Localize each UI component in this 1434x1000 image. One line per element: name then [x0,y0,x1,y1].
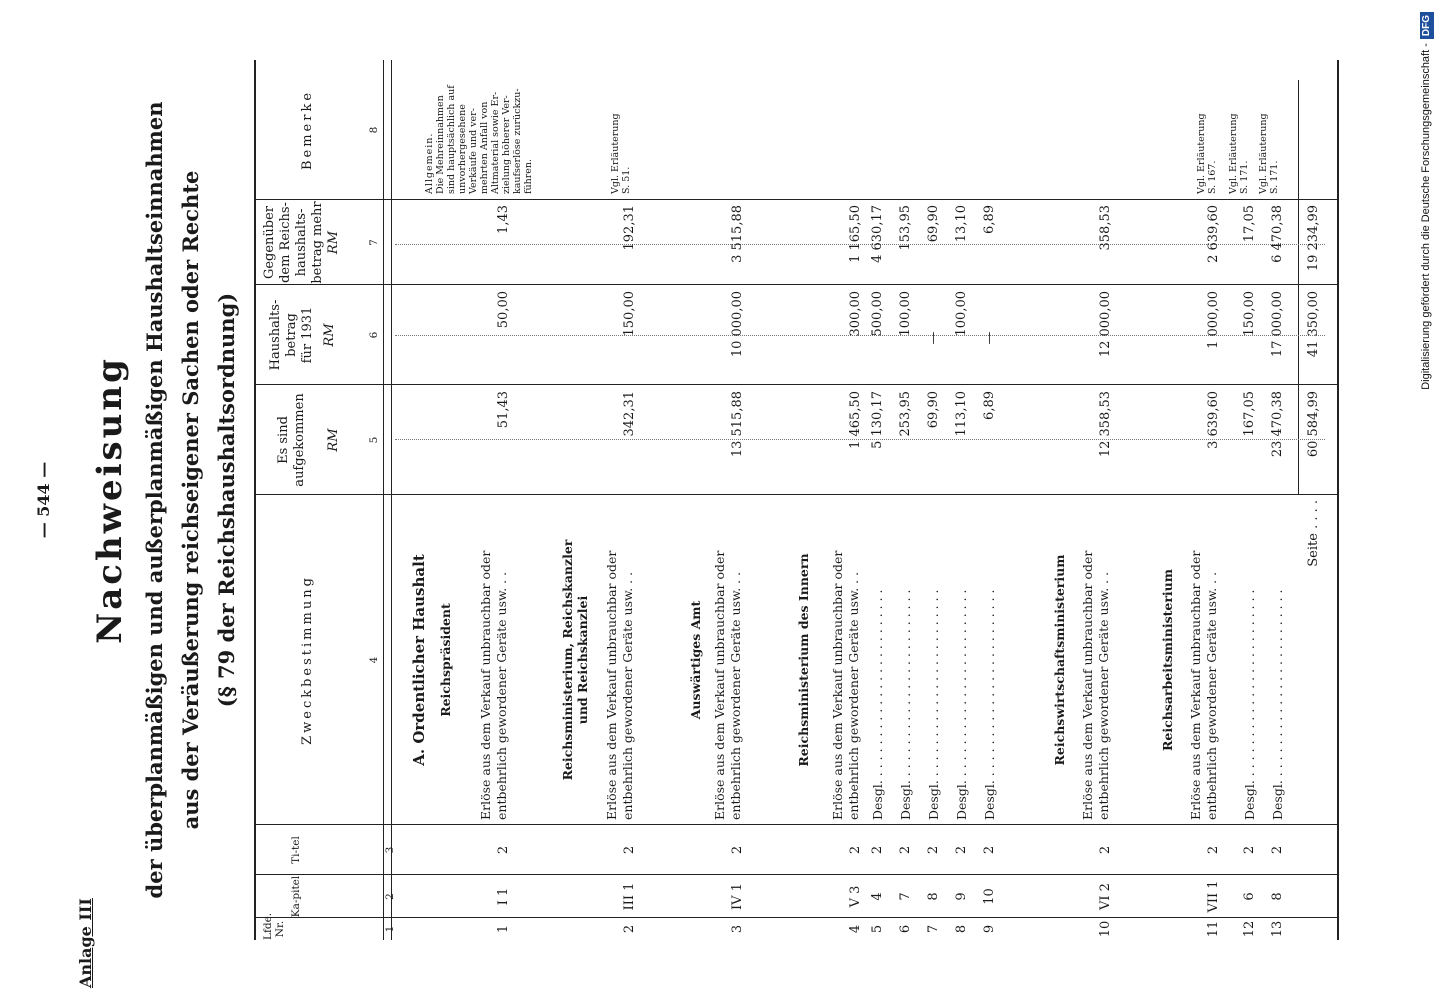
row-titel: 2 [730,845,745,855]
row-description: Desgl. . . . . . . . . . . . . . . . . . . . . . . . . [982,589,997,820]
row-kapitel: 6 [1242,892,1257,901]
row-description-line2: entbehrlich gewordener Geräte usw. . . [1096,571,1111,820]
row-kapitel: III 1 [622,882,637,911]
totals-mehr: 19 234,99 [1306,205,1321,272]
row-haushaltsbetrag: 300,00 [848,291,863,337]
row-nr: 12 [1242,920,1257,938]
row-aufgekommen: 13 515,88 [730,391,745,458]
row-nr: 5 [870,924,885,934]
document-subtitle-line1: der überplanmäßigen und außerplanmäßigen Haushaltseinnahmen [142,101,167,899]
row-nr: 13 [1270,920,1285,938]
row-mehr: 1,43 [496,205,511,234]
row-nr: 2 [622,924,637,934]
row-kapitel: 7 [898,892,913,901]
dfg-logo: DFG [1420,12,1434,39]
document-subtitle-line2: aus der Veräußerung reichseigener Sachen oder Rechte [178,170,203,830]
row-titel: 2 [954,845,969,855]
row-haushaltsbetrag: — [982,331,997,345]
row-haushaltsbetrag: 100,00 [898,291,913,337]
row-mehr: 3 515,88 [730,205,745,263]
row-nr: 10 [1098,920,1113,938]
row-description-line2: entbehrlich gewordener Geräte usw. . . [1204,571,1219,820]
row-titel: 2 [926,845,941,855]
row-haushaltsbetrag: 1 000,00 [1206,291,1221,349]
row-aufgekommen: 253,95 [898,391,913,437]
row-mehr: 4 630,17 [870,205,885,263]
row-description-line1: Erlöse aus dem Verkauf unbrauchbar oder [1080,550,1095,820]
col-header-titel: Ti-tel [290,836,302,864]
group-head-reichskanzlei: Reichsministerium, Reichskanzler und Reichskanzlei [560,539,590,781]
row-aufgekommen: 5 130,17 [870,391,885,449]
totals-haushaltsbetrag: 41 350,00 [1306,291,1321,358]
group-head-innern: Reichsministerium des Innern [796,553,811,767]
remark-row-13: Vgl. Erläuterung S. 171. [1258,113,1280,194]
row-mehr: 192,31 [622,205,637,251]
row-titel: 2 [848,845,863,855]
row-kapitel: 4 [870,892,885,901]
group-head-auswaertiges-amt: Auswärtiges Amt [688,600,703,720]
document-title: Nachweisung [90,356,130,644]
row-kapitel: VI 2 [1098,883,1113,910]
row-kapitel: 9 [954,892,969,901]
row-aufgekommen: 51,43 [496,391,511,429]
row-nr: 6 [898,924,913,934]
row-mehr: 2 639,60 [1206,205,1221,263]
row-nr: 11 [1206,920,1221,938]
row-titel: 2 [1098,845,1113,855]
remark-row-2: Vgl. Erläuterung S. 51. [610,113,632,194]
row-nr: 8 [954,924,969,934]
row-description-line1: Erlöse aus dem Verkauf unbrauchbar oder [712,550,727,820]
row-description-line1: Erlöse aus dem Verkauf unbrauchbar oder [478,550,493,820]
annex-label: Anlage III [76,898,95,988]
row-titel: 2 [496,845,511,855]
col-number-5: 5 [368,436,380,444]
row-aufgekommen: 69,90 [926,391,941,429]
row-titel: 2 [1206,845,1221,855]
row-kapitel: VII 1 [1206,880,1221,913]
row-kapitel: 10 [982,888,997,905]
row-mehr: 69,90 [926,205,941,243]
section-title: A. Ordentlicher Haushalt [410,554,428,766]
row-mehr: 6 470,38 [1270,205,1285,263]
row-haushaltsbetrag: 100,00 [954,291,969,337]
row-aufgekommen: 6,89 [982,391,997,420]
row-kapitel: IV 1 [730,883,745,910]
page-number: — 544 — [34,461,53,539]
row-description-line2: entbehrlich gewordener Geräte usw. . . [494,571,509,820]
row-description-line2: entbehrlich gewordener Geräte usw. . . [846,571,861,820]
row-nr: 4 [848,924,863,934]
row-nr: 7 [926,924,941,934]
row-description-line1: Erlöse aus dem Verkauf unbrauchbar oder [604,550,619,820]
row-haushaltsbetrag: 12 000,00 [1098,291,1113,358]
row-nr: 1 [496,924,511,934]
row-titel: 2 [870,845,885,855]
col-number-4: 4 [368,656,380,664]
col-header-lfde-nr: Lfde. Nr. [262,912,286,940]
row-haushaltsbetrag: — [926,331,941,345]
row-haushaltsbetrag: 50,00 [496,291,511,329]
group-head-reichspraesident: Reichspräsident [438,603,453,717]
totals-aufgekommen: 60 584,99 [1306,391,1321,458]
row-aufgekommen: 342,31 [622,391,637,437]
col-number-3: 3 [384,846,396,854]
col-header-bemerke: Bemerke [300,89,315,171]
col-header-aufgekommen: Es sind aufgekommen RM [276,393,341,487]
row-titel: 2 [982,845,997,855]
row-aufgekommen: 3 639,60 [1206,391,1221,449]
row-aufgekommen: 23 470,38 [1270,391,1285,458]
row-description: Desgl. . . . . . . . . . . . . . . . . . . . . . . . . [898,589,913,820]
row-mehr: 6,89 [982,205,997,234]
col-header-zweckbestimmung: Zweckbestimmung [300,575,315,745]
row-aufgekommen: 113,10 [954,391,969,437]
row-description: Desgl. . . . . . . . . . . . . . . . . . . . . . . . . [870,589,885,820]
row-kapitel: 8 [926,892,941,901]
col-number-8: 8 [368,126,380,134]
row-haushaltsbetrag: 150,00 [622,291,637,337]
row-mehr: 17,05 [1242,205,1257,243]
col-number-6: 6 [368,331,380,339]
totals-label: Seite . . . . [1306,500,1321,567]
group-head-wirtschaft: Reichswirtschaftsministerium [1052,554,1067,766]
row-kapitel: 8 [1270,892,1285,901]
row-mehr: 358,53 [1098,205,1113,251]
remark-row-11: Vgl. Erläuterung S. 167. [1196,113,1218,194]
row-description: Desgl. . . . . . . . . . . . . . . . . . . . . . . . . [1270,589,1285,820]
row-haushaltsbetrag: 17 000,00 [1270,291,1285,358]
row-description-line2: entbehrlich gewordener Geräte usw. . . [728,571,743,820]
col-header-mehr: Gegenüber dem Reichs- haushalts- betrag mehr RM [262,201,341,284]
row-titel: 2 [1242,845,1257,855]
row-aufgekommen: 1 465,50 [848,391,863,449]
row-nr: 3 [730,924,745,934]
col-header-kapitel: Ka-pitel [290,875,302,918]
col-number-1: 1 [384,925,396,933]
col-number-2: 2 [384,893,396,900]
row-titel: 2 [898,845,913,855]
row-aufgekommen: 12 358,53 [1098,391,1113,458]
row-description-line1: Erlöse aus dem Verkauf unbrauchbar oder [1188,550,1203,820]
row-mehr: 13,10 [954,205,969,243]
row-haushaltsbetrag: 10 000,00 [730,291,745,358]
remark-general: Allgemein. Die Mehreinnahmen sind hauptsächlich auf unvorhergesehene Verkäufe und ver- mehrten Anfall von Altmaterial sowie Er- zielung höherer Ver- kaufserlöse zurückzu- führen. [424,85,534,194]
row-description: Desgl. . . . . . . . . . . . . . . . . . . . . . . . . [954,589,969,820]
row-mehr: 1 165,50 [848,205,863,263]
row-haushaltsbetrag: 150,00 [1242,291,1257,337]
row-description: Desgl. . . . . . . . . . . . . . . . . . . . . . . . . [926,589,941,820]
row-kapitel: I 1 [496,887,511,906]
group-head-arbeit: Reichsarbeitsministerium [1160,569,1175,751]
row-description-line1: Erlöse aus dem Verkauf unbrauchbar oder [830,550,845,820]
row-titel: 2 [1270,845,1285,855]
col-header-haushaltsbetrag: Haushalts- betrag für 1931 RM [268,299,337,371]
document-subtitle-line3: (§ 79 der Reichshaushaltsordnung) [214,292,239,708]
row-titel: 2 [622,845,637,855]
row-haushaltsbetrag: 500,00 [870,291,885,337]
row-mehr: 153,95 [898,205,913,251]
row-kapitel: V 3 [848,885,863,908]
row-description-line2: entbehrlich gewordener Geräte usw. . . [620,571,635,820]
digitization-text: Digitalisierung gefördert durch die Deutsche Forschungsgemeinschaft - [1420,43,1432,390]
col-number-7: 7 [368,239,380,246]
row-description: Desgl. . . . . . . . . . . . . . . . . . . . . . . . . [1242,589,1257,820]
digitization-note [1416,12,1434,992]
remark-row-12: Vgl. Erläuterung S. 171. [1228,113,1250,194]
row-nr: 9 [982,924,997,934]
row-aufgekommen: 167,05 [1242,391,1257,437]
